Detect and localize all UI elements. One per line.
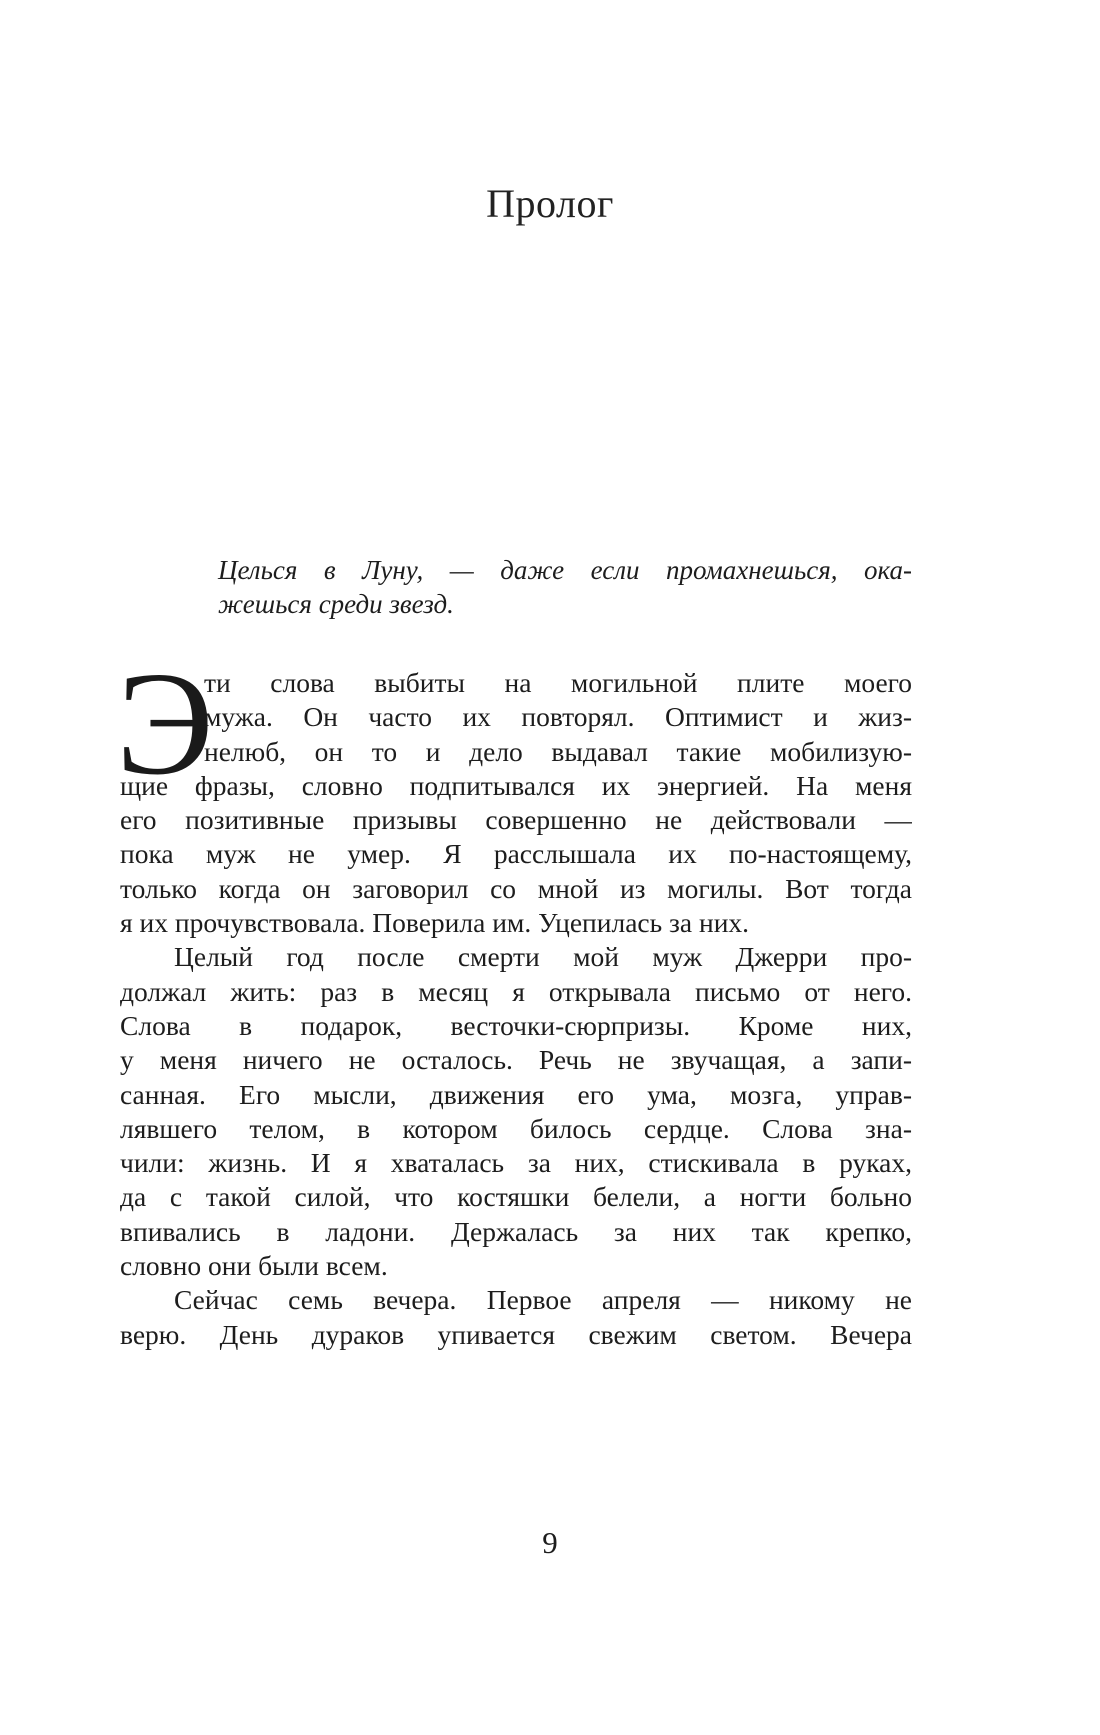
body-text	[120, 666, 912, 1352]
body-line: да с такой силой, что костяшки белели, а ногти больно	[120, 1181, 912, 1213]
epigraph	[218, 553, 912, 622]
epigraph-line: жешься среди звезд.	[218, 589, 454, 620]
body-line: чили: жизнь. И я хваталась за них, стискивала в руках,	[120, 1147, 912, 1179]
page-number: 9	[542, 1525, 558, 1560]
body-line: только когда он заговорил со мной из могилы. Вот тогда	[120, 872, 912, 904]
epigraph-line: Целься в Луну, — даже если промахнешься, ока-	[218, 555, 912, 585]
drop-cap: Э	[116, 642, 214, 806]
body-line: словно они были всем.	[120, 1250, 388, 1282]
body-line: санная. Его мысли, движения его ума, мозга, управ-	[120, 1078, 912, 1110]
body-line: верю. День дураков упивается свежим светом. Вечера	[120, 1318, 912, 1350]
body-line: я их прочувствовала. Поверила им. Уцепилась за них.	[120, 907, 750, 939]
body-line: Слова в подарок, весточки-сюрпризы. Кроме них,	[120, 1009, 912, 1041]
body-line: нелюб, он то и дело выдавал такие мобилизую-	[204, 735, 912, 767]
body-line: его позитивные призывы совершенно не действовали —	[120, 804, 912, 836]
body-line: лявшего телом, в котором билось сердце. Слова зна-	[120, 1112, 912, 1144]
body-line: пока муж не умер. Я расслышала их по-настоящему,	[120, 838, 912, 870]
body-line: должал жить: раз в месяц я открывала письмо от него.	[120, 975, 912, 1007]
body-line: мужа. Он часто их повторял. Оптимист и жиз-	[204, 701, 912, 733]
body-line: щие фразы, словно подпитывался их энергией. На меня	[120, 769, 912, 801]
body-line: у меня ничего не осталось. Речь не звучащая, а запи-	[120, 1044, 912, 1076]
body-line: Целый год после смерти мой муж Джерри про-	[174, 941, 912, 973]
body-line: ти слова выбиты на могильной плите моего	[204, 667, 912, 698]
body-line: впивались в ладони. Держалась за них так крепко,	[120, 1215, 912, 1247]
chapter-title: Пролог	[486, 181, 614, 226]
body-line: Сейчас семь вечера. Первое апреля — никому не	[174, 1284, 912, 1316]
